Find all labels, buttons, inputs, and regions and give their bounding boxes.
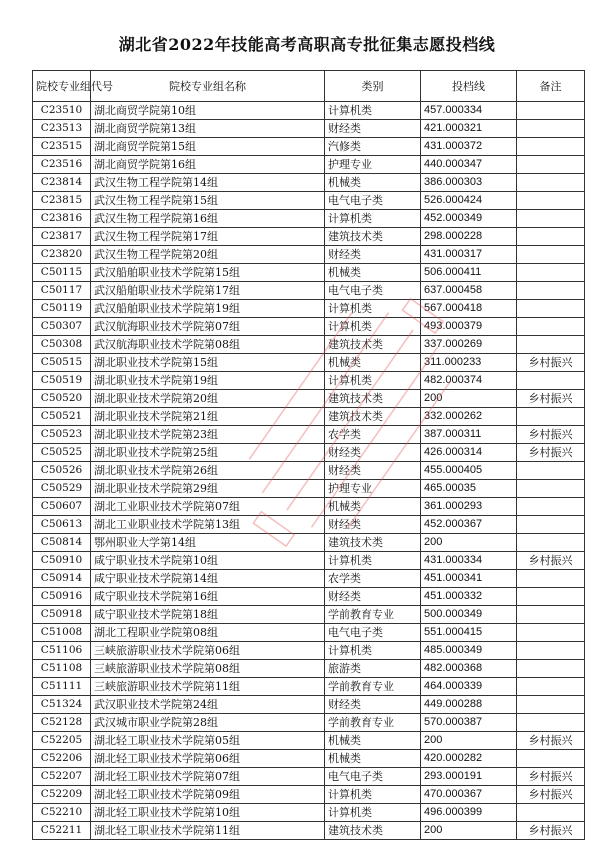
cell-category: 机械类 (325, 264, 421, 282)
table-row (33, 390, 585, 408)
table-row (33, 480, 585, 498)
cell-score: 496.000399 (421, 804, 517, 822)
cell-code: C50910 (33, 552, 91, 570)
cell-note (517, 192, 585, 210)
cell-group-name: 武汉生物工程学院第20组 (91, 246, 325, 264)
table-row (33, 624, 585, 642)
table-row (33, 696, 585, 714)
cell-category: 电气电子类 (325, 768, 421, 786)
cell-note (517, 228, 585, 246)
cell-category: 计算机类 (325, 552, 421, 570)
table-row (33, 210, 585, 228)
cell-category: 机械类 (325, 732, 421, 750)
cell-score: 570.000387 (421, 714, 517, 732)
cell-code: C23815 (33, 192, 91, 210)
cell-code: C23510 (33, 102, 91, 120)
cell-group-name: 咸宁职业技术学院第10组 (91, 552, 325, 570)
cell-note (517, 714, 585, 732)
table-row (33, 498, 585, 516)
cell-score: 500.000349 (421, 606, 517, 624)
cell-code: C50521 (33, 408, 91, 426)
cell-code: C51008 (33, 624, 91, 642)
table-row (33, 174, 585, 192)
table-row (33, 156, 585, 174)
cell-category: 农学类 (325, 570, 421, 588)
table-row (33, 282, 585, 300)
cell-group-name: 湖北工业职业技术学院第07组 (91, 498, 325, 516)
cell-score: 470.000367 (421, 786, 517, 804)
cell-score: 465.00035 (421, 480, 517, 498)
cell-score: 457.000334 (421, 102, 517, 120)
cell-note: 乡村振兴 (517, 822, 585, 840)
cell-code: C50529 (33, 480, 91, 498)
cell-score: 337.000269 (421, 336, 517, 354)
cell-category: 财经类 (325, 696, 421, 714)
cell-note: 乡村振兴 (517, 768, 585, 786)
cell-category: 护理专业 (325, 156, 421, 174)
column-header-note: 备注 (517, 71, 585, 102)
cell-code: C52210 (33, 804, 91, 822)
cell-score: 449.000288 (421, 696, 517, 714)
column-header-category: 类别 (325, 71, 421, 102)
cell-code: C23820 (33, 246, 91, 264)
table-row (33, 246, 585, 264)
cell-code: C50525 (33, 444, 91, 462)
cell-category: 计算机类 (325, 804, 421, 822)
cell-category: 护理专业 (325, 480, 421, 498)
cell-group-name: 武汉生物工程学院第15组 (91, 192, 325, 210)
cell-note (517, 534, 585, 552)
cell-code: C50916 (33, 588, 91, 606)
cell-group-name: 武汉航海职业技术学院第08组 (91, 336, 325, 354)
cell-group-name: 湖北职业技术学院第25组 (91, 444, 325, 462)
cell-category: 学前教育专业 (325, 714, 421, 732)
cell-code: C50308 (33, 336, 91, 354)
cell-group-name: 湖北工程职业学院第08组 (91, 624, 325, 642)
cell-note (517, 318, 585, 336)
page-title: 湖北省2022年技能高考高职高专批征集志愿投档线 (118, 35, 496, 54)
cell-code: C23814 (33, 174, 91, 192)
table-row (33, 192, 585, 210)
cell-note (517, 264, 585, 282)
cell-note: 乡村振兴 (517, 444, 585, 462)
cell-note: 乡村振兴 (517, 732, 585, 750)
table-row (33, 750, 585, 768)
cell-code: C52206 (33, 750, 91, 768)
cell-group-name: 湖北职业技术学院第15组 (91, 354, 325, 372)
cell-group-name: 湖北商贸学院第10组 (91, 102, 325, 120)
cell-group-name: 湖北工业职业技术学院第13组 (91, 516, 325, 534)
cell-score: 506.000411 (421, 264, 517, 282)
cell-note: 乡村振兴 (517, 786, 585, 804)
cell-group-name: 武汉船舶职业技术学院第15组 (91, 264, 325, 282)
admission-score-table (32, 70, 585, 840)
cell-score: 426.000314 (421, 444, 517, 462)
cell-note (517, 372, 585, 390)
cell-code: C50523 (33, 426, 91, 444)
cell-category: 财经类 (325, 516, 421, 534)
table-row (33, 822, 585, 840)
cell-note (517, 570, 585, 588)
cell-score: 387.000311 (421, 426, 517, 444)
cell-category: 财经类 (325, 444, 421, 462)
cell-score: 526.000424 (421, 192, 517, 210)
cell-code: C23513 (33, 120, 91, 138)
table-row (33, 228, 585, 246)
cell-category: 建筑技术类 (325, 336, 421, 354)
cell-group-name: 武汉生物工程学院第16组 (91, 210, 325, 228)
table-row (33, 660, 585, 678)
cell-code: C51324 (33, 696, 91, 714)
table-row (33, 102, 585, 120)
cell-group-name: 湖北职业技术学院第29组 (91, 480, 325, 498)
table-row (33, 120, 585, 138)
cell-category: 机械类 (325, 498, 421, 516)
cell-note (517, 120, 585, 138)
table-row (33, 714, 585, 732)
cell-score: 464.000339 (421, 678, 517, 696)
cell-group-name: 湖北轻工职业技术学院第11组 (91, 822, 325, 840)
cell-score: 451.000332 (421, 588, 517, 606)
cell-group-name: 湖北轻工职业技术学院第10组 (91, 804, 325, 822)
cell-category: 机械类 (325, 174, 421, 192)
table-row (33, 444, 585, 462)
table-row (33, 300, 585, 318)
cell-score: 431.000372 (421, 138, 517, 156)
cell-score: 421.000321 (421, 120, 517, 138)
cell-score: 200 (421, 534, 517, 552)
cell-category: 计算机类 (325, 102, 421, 120)
cell-group-name: 湖北商贸学院第16组 (91, 156, 325, 174)
table-row (33, 372, 585, 390)
cell-group-name: 武汉生物工程学院第14组 (91, 174, 325, 192)
cell-code: C50814 (33, 534, 91, 552)
cell-group-name: 湖北职业技术学院第20组 (91, 390, 325, 408)
cell-score: 200 (421, 390, 517, 408)
cell-group-name: 湖北商贸学院第13组 (91, 120, 325, 138)
column-header-name: 院校专业组名称 (91, 71, 325, 102)
cell-group-name: 武汉生物工程学院第17组 (91, 228, 325, 246)
cell-score: 431.000334 (421, 552, 517, 570)
table-row (33, 606, 585, 624)
table-row (33, 264, 585, 282)
cell-score: 386.000303 (421, 174, 517, 192)
cell-score: 200 (421, 732, 517, 750)
cell-category: 汽修类 (325, 138, 421, 156)
cell-note (517, 678, 585, 696)
cell-note (517, 588, 585, 606)
cell-group-name: 湖北职业技术学院第26组 (91, 462, 325, 480)
cell-code: C51111 (33, 678, 91, 696)
table-row (33, 318, 585, 336)
cell-code: C23515 (33, 138, 91, 156)
cell-code: C50918 (33, 606, 91, 624)
cell-category: 计算机类 (325, 210, 421, 228)
table-row (33, 336, 585, 354)
cell-note (517, 138, 585, 156)
cell-score: 485.000349 (421, 642, 517, 660)
table-row (33, 534, 585, 552)
cell-note (517, 156, 585, 174)
column-header-score: 投档线 (421, 71, 517, 102)
column-header-code: 院校专业组代号 (33, 71, 91, 102)
cell-group-name: 武汉城市职业学院第28组 (91, 714, 325, 732)
cell-score: 482.000368 (421, 660, 517, 678)
table-row (33, 570, 585, 588)
cell-code: C52128 (33, 714, 91, 732)
cell-group-name: 三峡旅游职业技术学院第06组 (91, 642, 325, 660)
table-row (33, 732, 585, 750)
cell-score: 451.000341 (421, 570, 517, 588)
cell-group-name: 湖北职业技术学院第21组 (91, 408, 325, 426)
cell-code: C51108 (33, 660, 91, 678)
cell-code: C51106 (33, 642, 91, 660)
cell-category: 学前教育专业 (325, 678, 421, 696)
cell-score: 637.000458 (421, 282, 517, 300)
cell-group-name: 武汉船舶职业技术学院第19组 (91, 300, 325, 318)
cell-note (517, 246, 585, 264)
cell-score: 551.000415 (421, 624, 517, 642)
cell-score: 440.000347 (421, 156, 517, 174)
cell-code: C52205 (33, 732, 91, 750)
cell-group-name: 湖北商贸学院第15组 (91, 138, 325, 156)
cell-group-name: 湖北轻工职业技术学院第07组 (91, 768, 325, 786)
cell-category: 计算机类 (325, 786, 421, 804)
cell-score: 482.000374 (421, 372, 517, 390)
cell-score: 420.000282 (421, 750, 517, 768)
cell-category: 建筑技术类 (325, 390, 421, 408)
cell-group-name: 咸宁职业技术学院第16组 (91, 588, 325, 606)
cell-score: 455.000405 (421, 462, 517, 480)
cell-category: 电气电子类 (325, 282, 421, 300)
cell-category: 财经类 (325, 120, 421, 138)
cell-note (517, 408, 585, 426)
cell-note (517, 696, 585, 714)
cell-score: 361.000293 (421, 498, 517, 516)
cell-note: 乡村振兴 (517, 390, 585, 408)
cell-code: C50607 (33, 498, 91, 516)
table-row (33, 426, 585, 444)
table-row (33, 138, 585, 156)
cell-note (517, 462, 585, 480)
cell-note (517, 498, 585, 516)
cell-category: 农学类 (325, 426, 421, 444)
cell-code: C50117 (33, 282, 91, 300)
cell-code: C50119 (33, 300, 91, 318)
table-row (33, 588, 585, 606)
table-row (33, 408, 585, 426)
cell-category: 建筑技术类 (325, 534, 421, 552)
cell-score: 293.000191 (421, 768, 517, 786)
cell-note (517, 606, 585, 624)
cell-score: 452.000367 (421, 516, 517, 534)
cell-category: 计算机类 (325, 372, 421, 390)
cell-code: C50613 (33, 516, 91, 534)
cell-note (517, 642, 585, 660)
table-row (33, 462, 585, 480)
cell-note (517, 300, 585, 318)
cell-category: 电气电子类 (325, 624, 421, 642)
cell-score: 298.000228 (421, 228, 517, 246)
cell-code: C50519 (33, 372, 91, 390)
table-row (33, 678, 585, 696)
cell-category: 建筑技术类 (325, 408, 421, 426)
cell-category: 计算机类 (325, 642, 421, 660)
cell-note (517, 660, 585, 678)
cell-code: C52207 (33, 768, 91, 786)
cell-note (517, 516, 585, 534)
cell-code: C23817 (33, 228, 91, 246)
cell-note (517, 624, 585, 642)
cell-category: 旅游类 (325, 660, 421, 678)
cell-code: C23516 (33, 156, 91, 174)
cell-code: C50914 (33, 570, 91, 588)
cell-note (517, 282, 585, 300)
cell-category: 财经类 (325, 246, 421, 264)
cell-score: 431.000317 (421, 246, 517, 264)
cell-group-name: 湖北职业技术学院第19组 (91, 372, 325, 390)
cell-score: 200 (421, 822, 517, 840)
cell-note (517, 210, 585, 228)
cell-category: 计算机类 (325, 318, 421, 336)
cell-code: C50115 (33, 264, 91, 282)
table-header-row (33, 71, 585, 102)
cell-code: C50520 (33, 390, 91, 408)
cell-score: 332.000262 (421, 408, 517, 426)
cell-group-name: 湖北轻工职业技术学院第06组 (91, 750, 325, 768)
cell-category: 建筑技术类 (325, 228, 421, 246)
cell-category: 学前教育专业 (325, 606, 421, 624)
cell-group-name: 咸宁职业技术学院第14组 (91, 570, 325, 588)
cell-category: 财经类 (325, 588, 421, 606)
cell-note (517, 480, 585, 498)
cell-note (517, 750, 585, 768)
cell-code: C52211 (33, 822, 91, 840)
table-row (33, 354, 585, 372)
cell-group-name: 三峡旅游职业技术学院第08组 (91, 660, 325, 678)
cell-note: 乡村振兴 (517, 354, 585, 372)
table-row (33, 552, 585, 570)
cell-category: 机械类 (325, 750, 421, 768)
cell-code: C50307 (33, 318, 91, 336)
table-row (33, 804, 585, 822)
cell-category: 计算机类 (325, 300, 421, 318)
cell-group-name: 湖北职业技术学院第23组 (91, 426, 325, 444)
cell-group-name: 武汉船舶职业技术学院第17组 (91, 282, 325, 300)
table-row (33, 516, 585, 534)
table-row (33, 786, 585, 804)
cell-note (517, 336, 585, 354)
cell-code: C50515 (33, 354, 91, 372)
cell-code: C23816 (33, 210, 91, 228)
cell-note (517, 174, 585, 192)
cell-score: 567.000418 (421, 300, 517, 318)
cell-group-name: 武汉职业技术学院第24组 (91, 696, 325, 714)
cell-category: 电气电子类 (325, 192, 421, 210)
cell-group-name: 咸宁职业技术学院第18组 (91, 606, 325, 624)
cell-score: 311.000233 (421, 354, 517, 372)
table-row (33, 768, 585, 786)
cell-note (517, 804, 585, 822)
cell-note: 乡村振兴 (517, 552, 585, 570)
cell-group-name: 湖北轻工职业技术学院第09组 (91, 786, 325, 804)
cell-category: 建筑技术类 (325, 822, 421, 840)
cell-note: 乡村振兴 (517, 426, 585, 444)
cell-category: 财经类 (325, 462, 421, 480)
cell-score: 452.000349 (421, 210, 517, 228)
cell-score: 493.000379 (421, 318, 517, 336)
cell-note (517, 102, 585, 120)
table-row (33, 642, 585, 660)
cell-group-name: 三峡旅游职业技术学院第11组 (91, 678, 325, 696)
cell-group-name: 湖北轻工职业技术学院第05组 (91, 732, 325, 750)
cell-code: C52209 (33, 786, 91, 804)
cell-group-name: 鄂州职业大学第14组 (91, 534, 325, 552)
cell-code: C50526 (33, 462, 91, 480)
cell-category: 机械类 (325, 354, 421, 372)
table-body (33, 102, 585, 840)
cell-group-name: 武汉航海职业技术学院第07组 (91, 318, 325, 336)
